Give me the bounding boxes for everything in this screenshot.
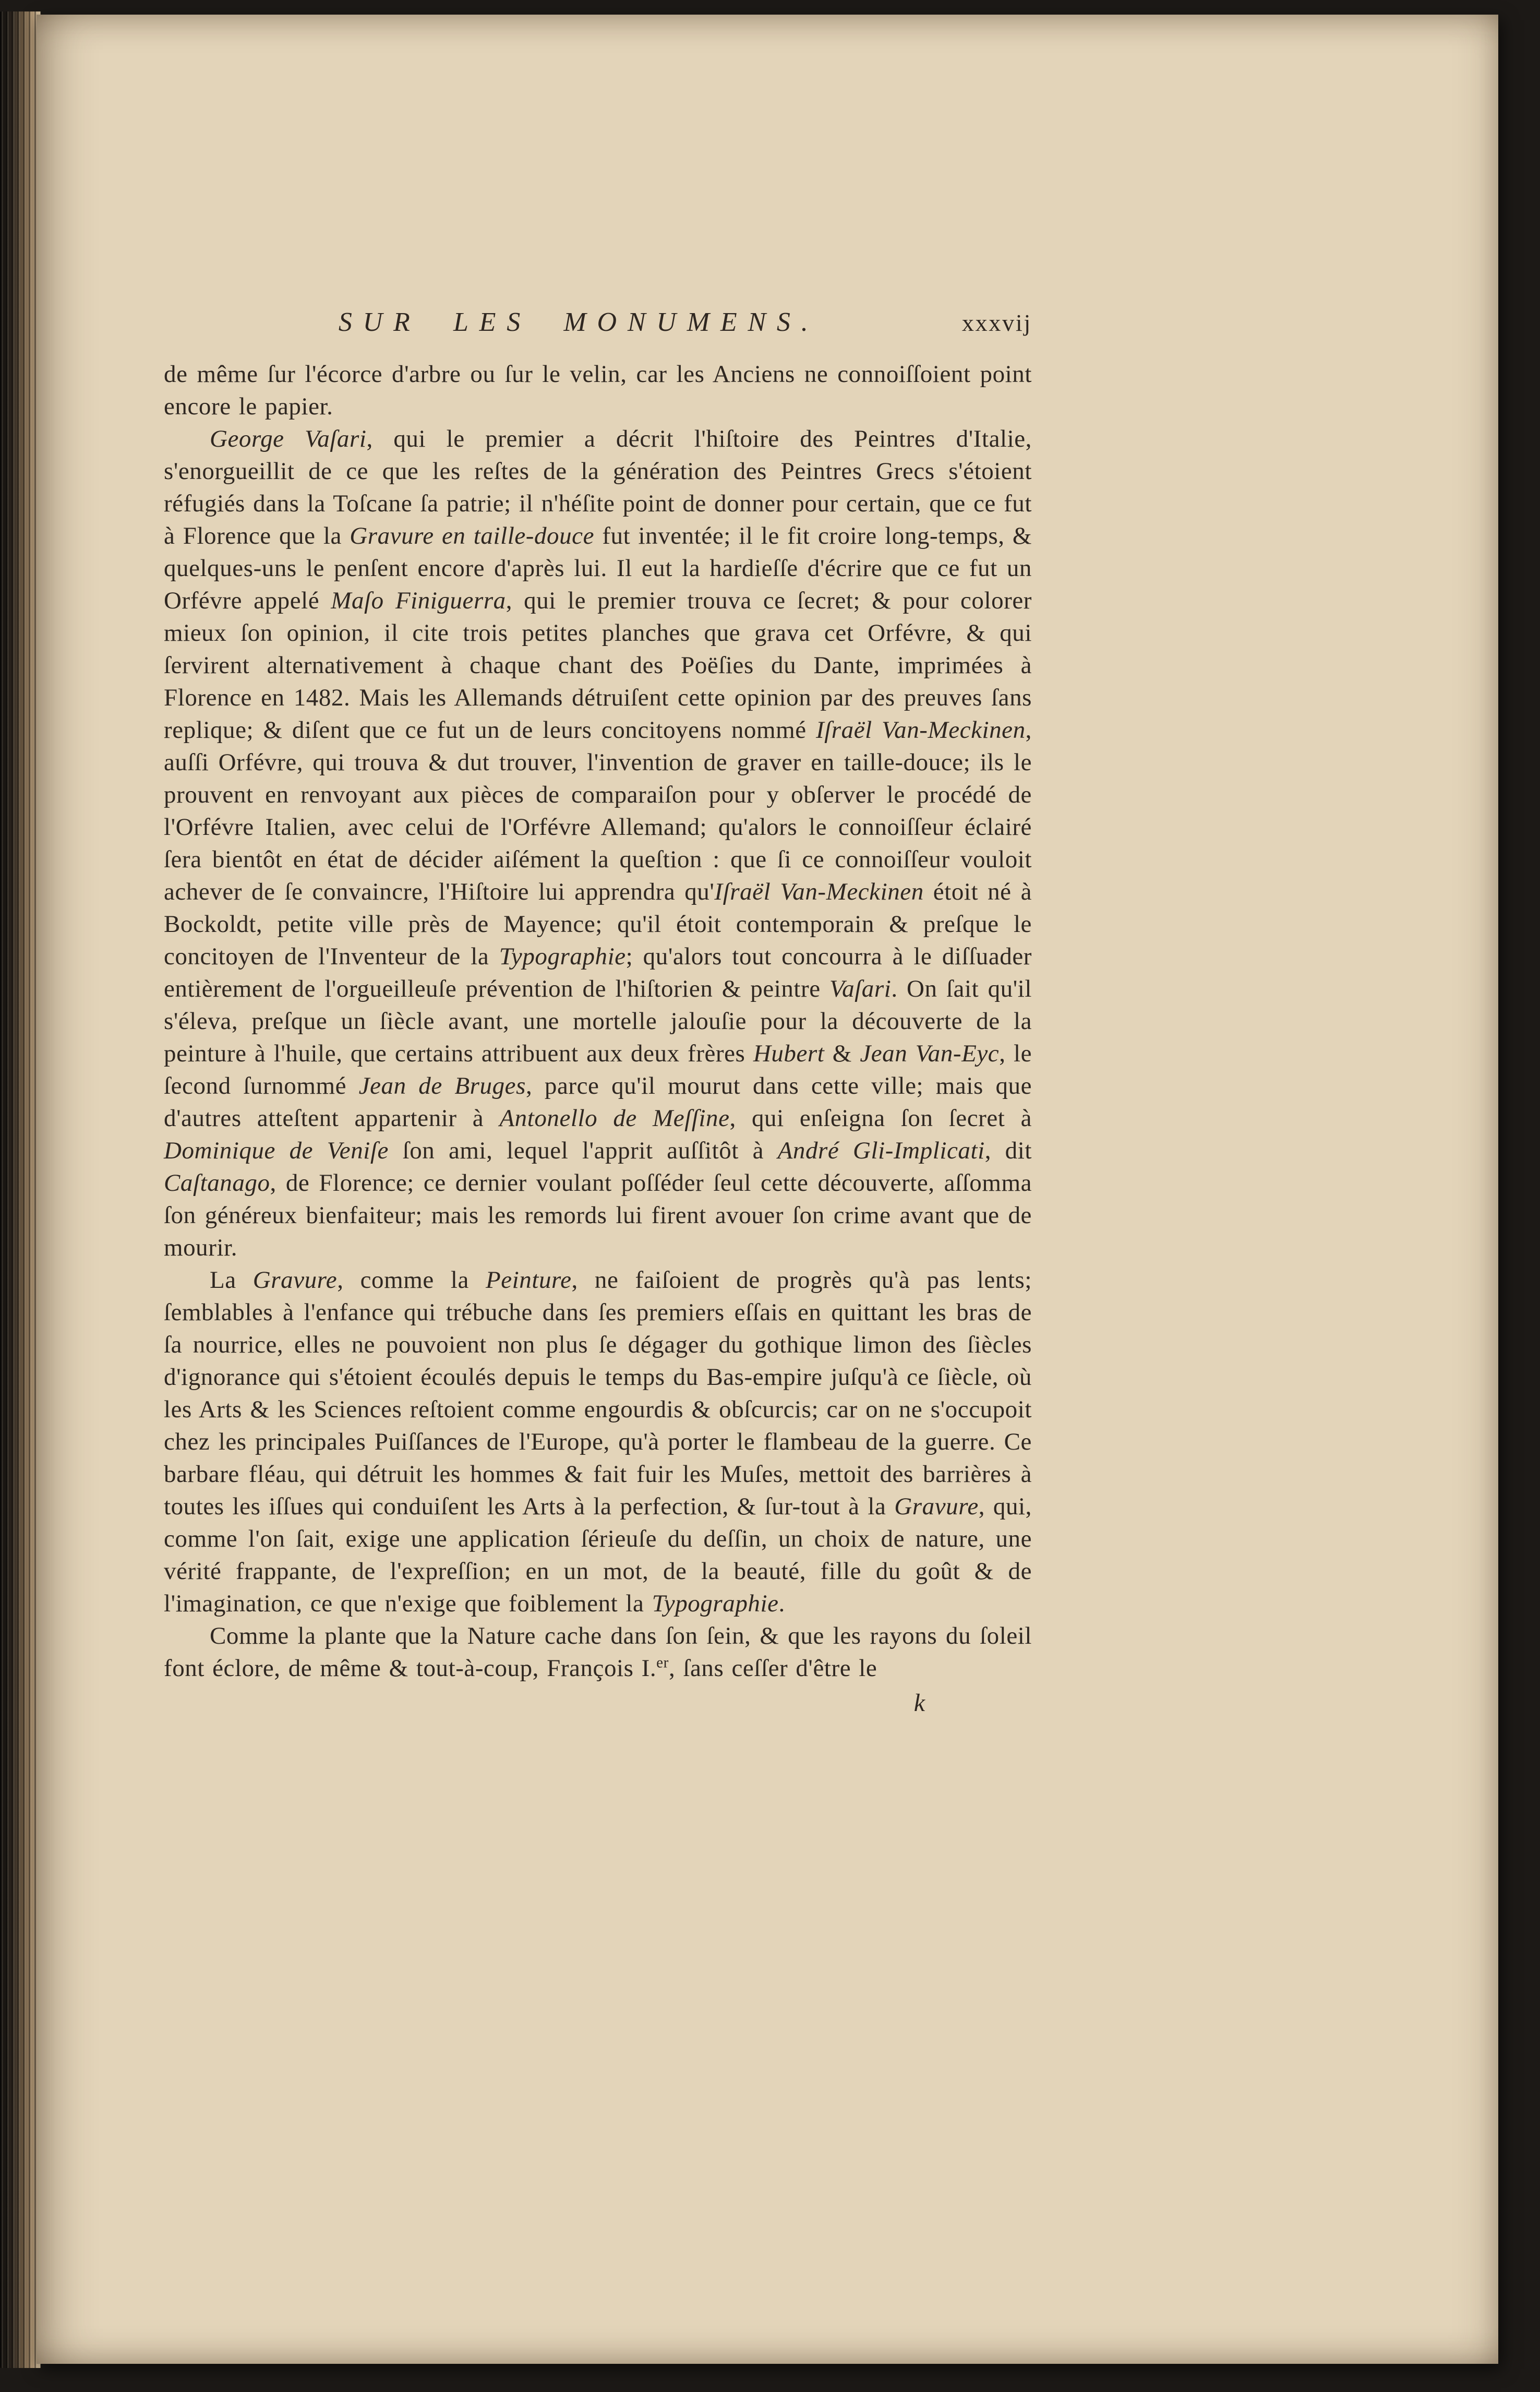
text-segment: Jean de Bruges: [358, 1072, 526, 1099]
text-segment: George Vaſari: [210, 425, 367, 452]
text-segment: Typographie: [499, 943, 626, 970]
text-segment: Gravure: [252, 1266, 338, 1294]
text-segment: étoit né à Bockoldt, petite ville près de Mayence; qu'il étoit contemporain & preſque le concitoyen de l'Inventeur de la: [164, 878, 1032, 970]
text-block: [164, 358, 1032, 1684]
text-segment: , parce qu'il mourut dans cette ville; mais que d'autres atteſtent appartenir à: [164, 1072, 1032, 1132]
text-segment: de même ſur l'écorce d'arbre ou ſur le velin, car les Anciens ne connoiſſoient point encore le papier.: [164, 361, 1032, 420]
text-segment: fut inventée; il le fit croire long-temps, & quelques-uns le penſent encore d'après lui. Il eut la hardieſſe d'écrire que ce fut un Orfévre appelé: [164, 522, 1032, 614]
text-segment: Gravure en taille-douce: [350, 522, 595, 549]
text-segment: Typographie: [652, 1590, 779, 1617]
page-content: [164, 307, 1032, 1717]
text-segment: , de Florence; ce dernier voulant poſſéder ſeul cette découverte, aſſomma ſon généreux bienfaiteur; mais les remords lui firent avouer ſon crime avant que de mourir.: [164, 1169, 1032, 1261]
text-segment: ; qu'alors tout concourra à le diſſuader entièrement de l'orgueilleuſe prévention de l'hiſtorien & peintre: [164, 943, 1032, 1002]
text-segment: .: [778, 1590, 785, 1617]
text-segment: Antonello de Meſſine: [499, 1105, 730, 1132]
text-segment: , qui enſeigna ſon ſecret à: [729, 1105, 1032, 1132]
running-title: SUR LES MONUMENS.: [338, 307, 819, 337]
text-segment: Vaſari: [829, 975, 892, 1002]
text-segment: er: [656, 1654, 669, 1671]
text-segment: André Gli-Implicati: [777, 1137, 985, 1164]
text-segment: ſon ami, lequel l'apprit auſſitôt à: [388, 1137, 778, 1164]
text-segment: , auſſi Orfévre, qui trouva & dut trouver, l'invention de graver en taille-douce; ils le prouvent en renvoyant aux pièces de comparaiſon pour y obſerver le procédé de l'Orfévre Italien, avec celui de l'Orfévre Allemand; qu'alors le connoiſſeur éclairé ſera bientôt en état de décider aiſément la queſtion : que ſi ce connoiſſeur vouloit achever de ſe convaincre, l'Hiſtoire lui apprendra qu': [164, 716, 1032, 905]
text-segment: Iſraël Van-Meckinen: [815, 716, 1026, 744]
running-head: [164, 307, 1032, 343]
paragraph: [164, 358, 1032, 423]
text-segment: , le ſecond ſurnommé: [164, 1040, 1032, 1099]
text-segment: Gravure: [894, 1493, 979, 1520]
text-segment: , ne faiſoient de progrès qu'à pas lents; ſemblables à l'enfance qui trébuche dans ſes premiers eſſais en quittant les bras de ſa nourrice, elles ne pouvoient non plus ſe dégager du gothique limon des ſiècles d'ignorance qui s'étoient écoulés depuis le temps du Bas-empire juſqu'à ce ſiècle, où les Arts & les Sciences reſtoient comme engourdis & obſcurcis; car on ne s'occupoit chez les principales Puiſſances de l'Europe, qu'à porter le flambeau de la guerre. Ce barbare fléau, qui détruit les hommes & fait fuir les Muſes, mettoit des barrières à toutes les iſſues qui conduiſent les Arts à la perfection, & ſur-tout à la: [164, 1266, 1032, 1520]
book-page: [37, 15, 1498, 2364]
text-segment: , qui le premier a décrit l'hiſtoire des Peintres d'Italie, s'enorgueillit de ce que les reſtes de la génération des Peintres Grecs s'étoient réfugiés dans la Toſcane ſa patrie; il n'héſite point de donner pour certain, que ce fut à Florence que la: [164, 425, 1032, 549]
text-segment: , ſans ceſſer d'être le: [668, 1655, 877, 1682]
paragraph: [164, 1264, 1032, 1620]
paragraph: [164, 423, 1032, 1264]
text-segment: Comme la plante que la Nature cache dans ſon ſein, & que les rayons du ſoleil font éclore, de même & tout-à-coup, François I.: [164, 1622, 1032, 1682]
text-segment: , qui le premier trouva ce ſecret; & pour colorer mieux ſon opinion, il cite trois petites planches que grava cet Orfévre, & qui ſervirent alternativement à chaque chant des Poëſies du Dante, imprimées à Florence en 1482. Mais les Allemands détruiſent cette opinion par des preuves ſans replique; & diſent que ce fut un de leurs concitoyens nommé: [164, 587, 1032, 744]
text-segment: Jean Van-Eyc: [860, 1040, 1000, 1067]
text-segment: Caſtanago: [164, 1169, 270, 1197]
text-segment: . On ſait qu'il s'éleva, preſque un ſiècle avant, une mortelle jalouſie pour la découverte de la peinture à l'huile, que certains attribuent aux deux frères: [164, 975, 1032, 1067]
page-number: xxxvij: [961, 309, 1032, 336]
catchword: k: [913, 1689, 925, 1717]
text-segment: , comme la: [337, 1266, 486, 1294]
text-segment: Peinture: [485, 1266, 572, 1294]
paragraph: [164, 1620, 1032, 1684]
book-page-edges: [0, 11, 41, 2368]
text-segment: Hubert: [753, 1040, 825, 1067]
text-segment: Maſo Finiguerra: [331, 587, 506, 614]
text-segment: , dit: [984, 1137, 1032, 1164]
text-segment: Dominique de Veniſe: [164, 1137, 389, 1164]
text-segment: , qui, comme l'on ſait, exige une application ſérieuſe du deſſin, un choix de nature, une vérité frappante, de l'expreſſion; en un mot, de la beauté, fille du goût & de l'imagination, ce que n'exige que foiblement la: [164, 1493, 1032, 1617]
text-segment: &: [824, 1040, 860, 1067]
text-segment: Iſraël Van-Meckinen: [714, 878, 924, 905]
text-segment: La: [210, 1266, 253, 1294]
